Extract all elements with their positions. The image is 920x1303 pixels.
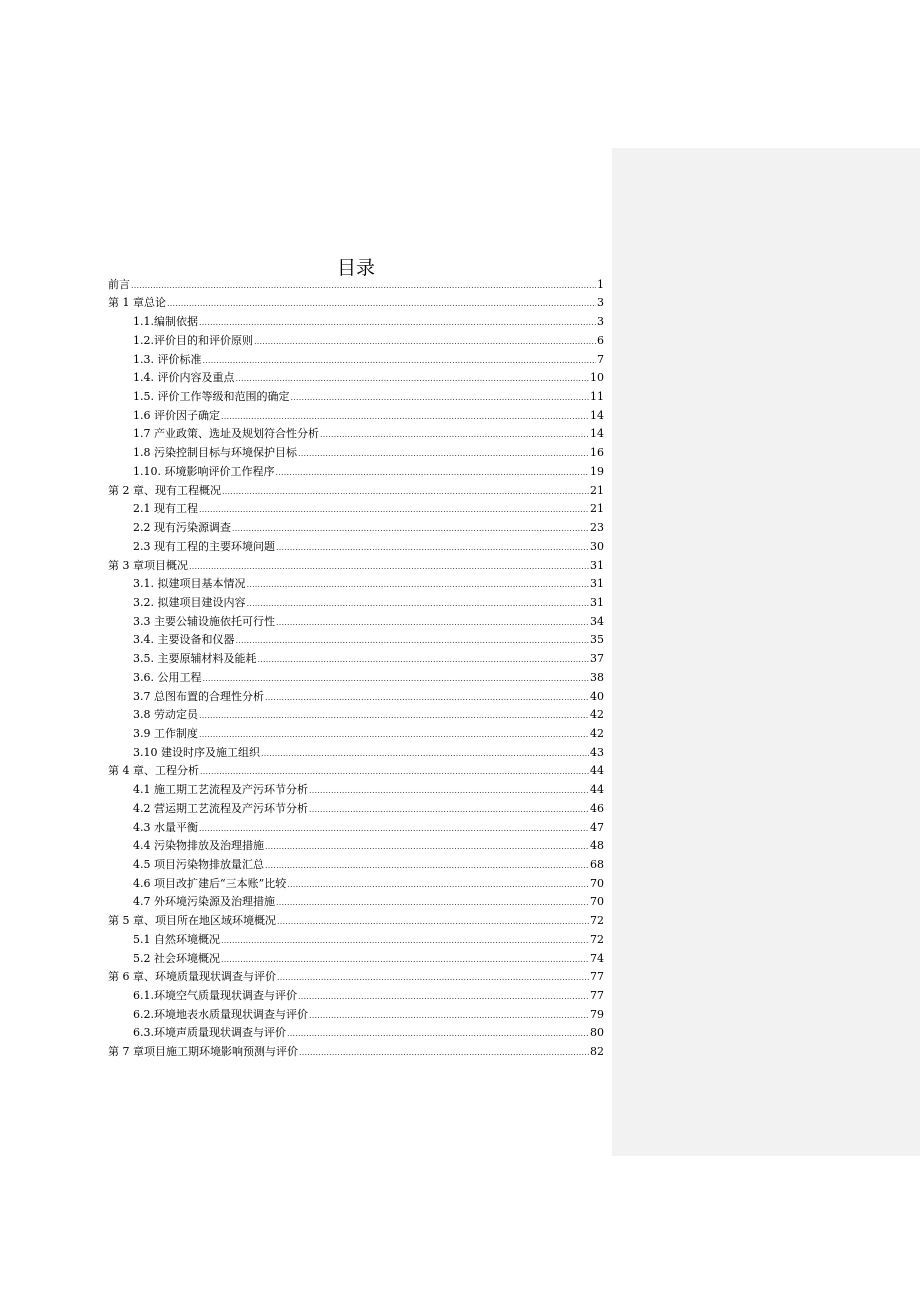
toc-chapter-entry[interactable] bbox=[108, 908, 604, 927]
toc-section-entry[interactable] bbox=[108, 497, 604, 516]
toc-entry-page-number: 70 bbox=[590, 895, 604, 909]
toc-entry-label: 2.3 现有工程的主要环境问题 bbox=[133, 539, 275, 553]
toc-section-entry[interactable] bbox=[108, 834, 604, 853]
toc-entry-label: 第 4 章、工程分析 bbox=[108, 764, 199, 778]
toc-section-entry[interactable] bbox=[108, 927, 604, 946]
toc-dot-leader bbox=[199, 711, 589, 721]
toc-dot-leader bbox=[299, 1048, 589, 1058]
toc-section-entry[interactable] bbox=[108, 852, 604, 871]
toc-section-entry[interactable] bbox=[108, 1002, 604, 1021]
toc-entry-label: 4.4 污染物排放及治理措施 bbox=[133, 839, 264, 853]
toc-dot-leader bbox=[236, 374, 590, 384]
toc-dot-leader bbox=[298, 449, 589, 459]
toc-dot-leader bbox=[199, 318, 596, 328]
toc-section-entry[interactable] bbox=[108, 459, 604, 478]
toc-dot-leader bbox=[221, 412, 589, 422]
toc-entry-label: 6.2.环境地表水质量现状调查与评价 bbox=[133, 1007, 308, 1021]
toc-entry-label: 3.8 劳动定员 bbox=[133, 708, 198, 722]
toc-section-entry[interactable] bbox=[108, 628, 604, 647]
toc-entry-label: 3.5. 主要原辅材料及能耗 bbox=[133, 652, 257, 666]
toc-dot-leader bbox=[309, 805, 589, 815]
toc-entry-label: 1.5. 评价工作等级和范围的确定 bbox=[133, 390, 290, 404]
toc-section-entry[interactable] bbox=[108, 796, 604, 815]
toc-dot-leader bbox=[287, 880, 589, 890]
toc-entry-page-number: 23 bbox=[590, 521, 604, 535]
toc-entry-label: 3.2. 拟建项目建设内容 bbox=[133, 595, 246, 609]
toc-entry-label: 5.2 社会环境概况 bbox=[133, 951, 220, 965]
toc-entry-page-number: 72 bbox=[590, 914, 604, 928]
toc-section-entry[interactable] bbox=[108, 534, 604, 553]
toc-dot-leader bbox=[199, 505, 589, 515]
toc-entry-page-number: 44 bbox=[590, 783, 604, 797]
toc-dot-leader bbox=[276, 468, 590, 478]
toc-entry-label: 第 6 章、环境质量现状调查与评价 bbox=[108, 970, 276, 984]
toc-entry-page-number: 80 bbox=[590, 1026, 604, 1040]
toc-entry-page-number: 7 bbox=[597, 352, 604, 366]
toc-entry-page-number: 79 bbox=[590, 1007, 604, 1021]
toc-entry-label: 3.9 工作制度 bbox=[133, 726, 198, 740]
toc-entry-label: 1.7 产业政策、选址及规划符合性分析 bbox=[133, 427, 319, 441]
toc-entry-label: 3.6. 公用工程 bbox=[133, 670, 202, 684]
toc-entry-label: 1.2.评价目的和评价原则 bbox=[133, 333, 253, 347]
toc-entry-label: 第 7 章项目施工期环境影响预测与评价 bbox=[108, 1045, 298, 1059]
toc-dot-leader bbox=[277, 973, 589, 983]
toc-section-entry[interactable] bbox=[108, 309, 604, 328]
toc-entry-page-number: 35 bbox=[590, 633, 604, 647]
page-title: 目录 bbox=[336, 256, 375, 279]
toc-entry-page-number: 77 bbox=[590, 989, 604, 1003]
toc-section-entry[interactable] bbox=[108, 440, 604, 459]
toc-section-entry[interactable] bbox=[108, 684, 604, 703]
toc-entry-label: 4.6 项目改扩建后“三本账”比较 bbox=[133, 876, 287, 890]
toc-entry-page-number: 14 bbox=[590, 427, 604, 441]
toc-entry-page-number: 74 bbox=[590, 951, 604, 965]
toc-section-entry[interactable] bbox=[108, 665, 604, 684]
toc-dot-leader bbox=[221, 955, 589, 965]
toc-dot-leader bbox=[232, 524, 589, 534]
toc-entry-page-number: 40 bbox=[590, 689, 604, 703]
toc-entry-page-number: 37 bbox=[590, 652, 604, 666]
toc-section-entry[interactable] bbox=[108, 777, 604, 796]
toc-dot-leader bbox=[200, 767, 589, 777]
toc-dot-leader bbox=[258, 655, 590, 665]
toc-chapter-entry[interactable] bbox=[108, 965, 604, 984]
toc-entry-label: 前言 bbox=[108, 277, 130, 291]
toc-section-entry[interactable] bbox=[108, 422, 604, 441]
table-of-contents bbox=[108, 272, 604, 1058]
toc-section-entry[interactable] bbox=[108, 384, 604, 403]
toc-entry-label: 5.1 自然环境概况 bbox=[133, 932, 220, 946]
toc-entry-label: 1.1.编制依据 bbox=[133, 315, 198, 329]
toc-section-entry[interactable] bbox=[108, 983, 604, 1002]
toc-entry-label: 3.4. 主要设备和仪器 bbox=[133, 633, 235, 647]
toc-entry-label: 1.6 评价因子确定 bbox=[133, 408, 220, 422]
toc-entry-page-number: 31 bbox=[590, 577, 604, 591]
toc-dot-leader bbox=[167, 299, 596, 309]
toc-dot-leader bbox=[276, 543, 589, 553]
toc-dot-leader bbox=[203, 674, 590, 684]
toc-chapter-entry[interactable] bbox=[108, 272, 604, 291]
toc-dot-leader bbox=[199, 824, 589, 834]
toc-dot-leader bbox=[247, 599, 590, 609]
toc-entry-page-number: 34 bbox=[590, 614, 604, 628]
toc-entry-label: 2.1 现有工程 bbox=[133, 502, 198, 516]
toc-entry-page-number: 11 bbox=[590, 390, 604, 404]
toc-entry-label: 1.3. 评价标准 bbox=[133, 352, 202, 366]
toc-dot-leader bbox=[265, 842, 589, 852]
toc-entry-page-number: 68 bbox=[590, 858, 604, 871]
toc-dot-leader bbox=[265, 693, 589, 703]
toc-section-entry[interactable] bbox=[108, 646, 604, 665]
toc-entry-label: 4.5 项目污染物排放量汇总 bbox=[133, 858, 264, 871]
toc-entry-page-number: 10 bbox=[590, 371, 604, 385]
toc-section-entry[interactable] bbox=[108, 1021, 604, 1040]
toc-chapter-entry[interactable] bbox=[108, 1039, 604, 1058]
toc-entry-label: 3.3 主要公辅设施依托可行性 bbox=[133, 614, 275, 628]
toc-entry-label: 4.7 外环境污染源及治理措施 bbox=[133, 895, 275, 909]
toc-entry-page-number: 70 bbox=[590, 876, 604, 890]
toc-section-entry[interactable] bbox=[108, 609, 604, 628]
toc-dot-leader bbox=[254, 337, 596, 347]
toc-entry-label: 4.1 施工期工艺流程及产污环节分析 bbox=[133, 783, 308, 797]
toc-entry-page-number: 82 bbox=[590, 1045, 604, 1059]
toc-chapter-entry[interactable] bbox=[108, 553, 604, 572]
toc-entry-page-number: 42 bbox=[590, 708, 604, 722]
toc-entry-page-number: 14 bbox=[590, 408, 604, 422]
toc-section-entry[interactable] bbox=[108, 366, 604, 385]
comment-margin-panel bbox=[612, 148, 920, 1156]
toc-section-entry[interactable] bbox=[108, 703, 604, 722]
toc-dot-leader bbox=[276, 618, 589, 628]
toc-entry-label: 3.7 总图布置的合理性分析 bbox=[133, 689, 264, 703]
toc-chapter-entry[interactable] bbox=[108, 291, 604, 310]
toc-section-entry[interactable] bbox=[108, 515, 604, 534]
toc-entry-page-number: 48 bbox=[590, 839, 604, 853]
toc-section-entry[interactable] bbox=[108, 328, 604, 347]
toc-section-entry[interactable] bbox=[108, 572, 604, 591]
toc-dot-leader bbox=[287, 1029, 589, 1039]
toc-section-entry[interactable] bbox=[108, 740, 604, 759]
toc-dot-leader bbox=[309, 786, 589, 796]
toc-entry-page-number: 44 bbox=[590, 764, 604, 778]
toc-dot-leader bbox=[298, 992, 589, 1002]
toc-entry-label: 2.2 现有污染源调查 bbox=[133, 521, 231, 535]
toc-dot-leader bbox=[261, 749, 589, 759]
toc-entry-label: 第 3 章项目概况 bbox=[108, 558, 188, 572]
toc-dot-leader bbox=[221, 936, 589, 946]
toc-entry-label: 4.3 水量平衡 bbox=[133, 820, 198, 834]
toc-entry-page-number: 31 bbox=[590, 558, 604, 572]
toc-section-entry[interactable] bbox=[108, 590, 604, 609]
toc-entry-page-number: 42 bbox=[590, 726, 604, 740]
toc-section-entry[interactable] bbox=[108, 890, 604, 909]
toc-chapter-entry[interactable] bbox=[108, 478, 604, 497]
toc-entry-page-number: 46 bbox=[590, 801, 604, 815]
toc-section-entry[interactable] bbox=[108, 721, 604, 740]
toc-entry-page-number: 21 bbox=[590, 483, 604, 497]
toc-section-entry[interactable] bbox=[108, 946, 604, 965]
toc-dot-leader bbox=[247, 580, 590, 590]
toc-dot-leader bbox=[131, 281, 596, 291]
toc-entry-label: 1.10. 环境影响评价工作程序 bbox=[133, 464, 275, 478]
toc-entry-page-number: 43 bbox=[590, 745, 604, 759]
toc-dot-leader bbox=[222, 487, 589, 497]
toc-entry-page-number: 31 bbox=[590, 595, 604, 609]
toc-entry-page-number: 1 bbox=[597, 277, 604, 291]
toc-entry-label: 4.2 营运期工艺流程及产污环节分析 bbox=[133, 801, 308, 815]
toc-entry-page-number: 72 bbox=[590, 932, 604, 946]
toc-dot-leader bbox=[276, 898, 589, 908]
toc-section-entry[interactable] bbox=[108, 403, 604, 422]
toc-dot-leader bbox=[265, 861, 589, 871]
toc-section-entry[interactable] bbox=[108, 871, 604, 890]
toc-entry-label: 第 5 章、项目所在地区域环境概况 bbox=[108, 914, 276, 928]
toc-dot-leader bbox=[277, 917, 589, 927]
toc-entry-page-number: 6 bbox=[597, 333, 604, 347]
toc-dot-leader bbox=[189, 562, 589, 572]
toc-entry-label: 第 2 章、现有工程概况 bbox=[108, 483, 221, 497]
toc-section-entry[interactable] bbox=[108, 815, 604, 834]
toc-entry-label: 第 1 章总论 bbox=[108, 296, 166, 310]
toc-entry-label: 3.10 建设时序及施工组织 bbox=[133, 745, 260, 759]
toc-dot-leader bbox=[236, 636, 590, 646]
toc-entry-page-number: 30 bbox=[590, 539, 604, 553]
toc-entry-page-number: 21 bbox=[590, 502, 604, 516]
toc-entry-label: 1.8 污染控制目标与环境保护目标 bbox=[133, 446, 297, 460]
toc-dot-leader bbox=[203, 356, 597, 366]
toc-entry-label: 1.4. 评价内容及重点 bbox=[133, 371, 235, 385]
toc-entry-page-number: 47 bbox=[590, 820, 604, 834]
toc-entry-page-number: 3 bbox=[597, 296, 604, 310]
toc-entry-label: 3.1. 拟建项目基本情况 bbox=[133, 577, 246, 591]
toc-entry-page-number: 38 bbox=[590, 670, 604, 684]
toc-entry-page-number: 77 bbox=[590, 970, 604, 984]
toc-entry-page-number: 3 bbox=[597, 315, 604, 329]
toc-dot-leader bbox=[309, 1011, 589, 1021]
toc-section-entry[interactable] bbox=[108, 347, 604, 366]
toc-dot-leader bbox=[291, 393, 590, 403]
toc-entry-page-number: 19 bbox=[590, 464, 604, 478]
toc-chapter-entry[interactable] bbox=[108, 759, 604, 778]
toc-dot-leader bbox=[320, 430, 589, 440]
toc-entry-label: 6.3.环境声质量现状调查与评价 bbox=[133, 1026, 286, 1040]
toc-dot-leader bbox=[199, 730, 589, 740]
toc-entry-page-number: 16 bbox=[590, 446, 604, 460]
toc-entry-label: 6.1.环境空气质量现状调查与评价 bbox=[133, 989, 297, 1003]
